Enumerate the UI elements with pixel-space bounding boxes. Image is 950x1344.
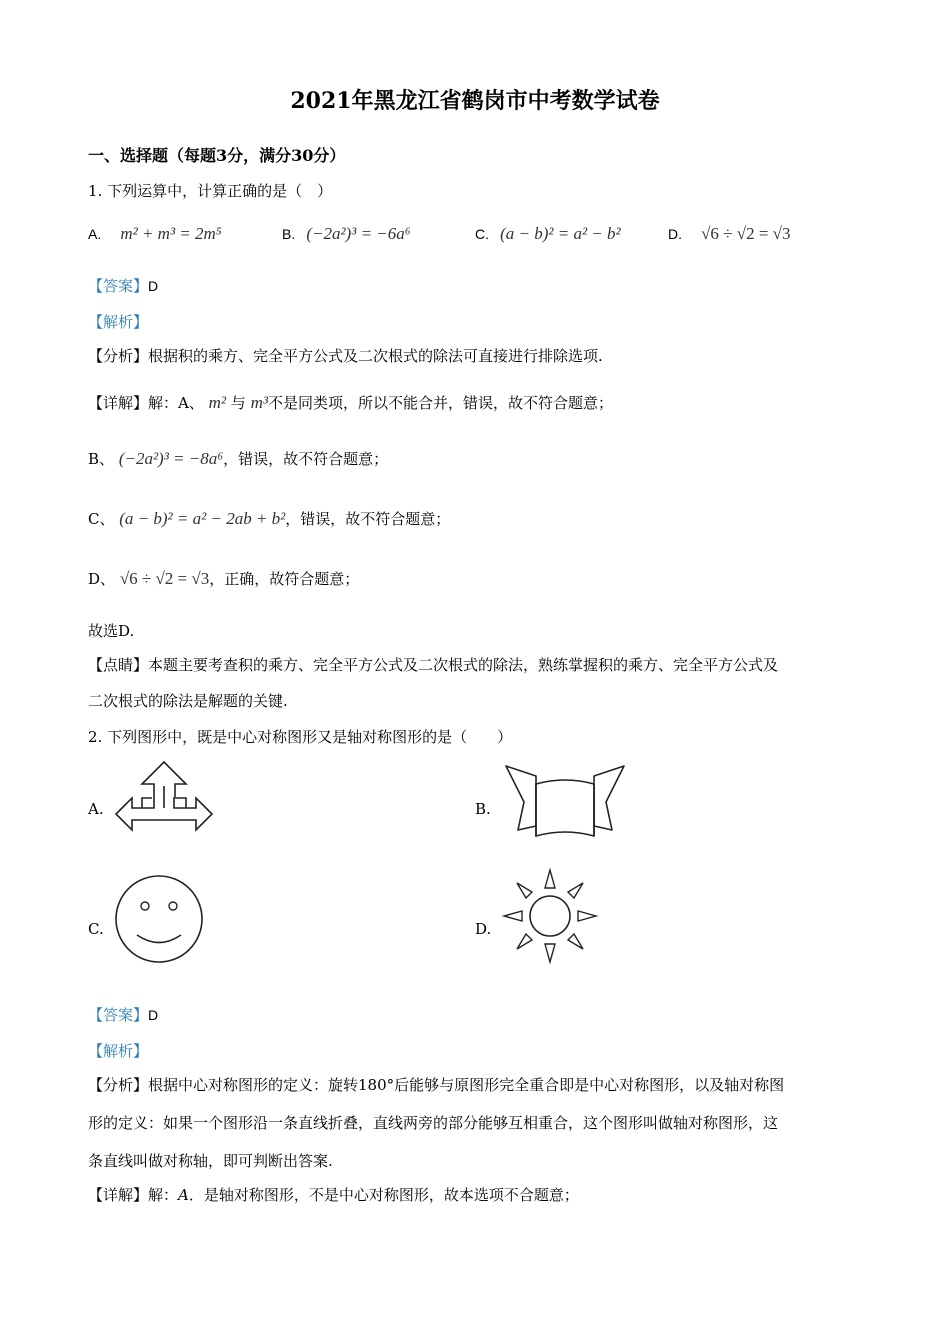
- q1-option-b: [282, 224, 411, 244]
- q1-step-d-post: ，正确，故符合题意；: [209, 570, 360, 588]
- section-heading: 一、选择题（每题3分，满分30分）: [88, 146, 346, 165]
- q1-step-d-pre: D、: [88, 570, 116, 588]
- q1-xiangjie-pre: 解：A、: [148, 394, 204, 412]
- q1-xiangjie-tag: 【详解】: [88, 394, 149, 412]
- figure-c-smiley-icon: [112, 872, 206, 966]
- q2-fenxi-line2: 形的定义：如果一个图形沿一条直线折叠，直线两旁的部分能够互相重合，这个图形叫做轴对称图形，这: [88, 1114, 779, 1132]
- q1-xiangjie-m2: m³: [250, 393, 268, 412]
- figure-b-ribbon-icon: [500, 762, 630, 844]
- q2-option-d-label: D.: [475, 920, 492, 938]
- q1-dianjing: [88, 654, 778, 675]
- q1-xiangjie: [88, 392, 613, 413]
- figure-a-arrow-icon: [112, 758, 216, 848]
- q2-xiangjie-pre: 解：: [148, 1186, 179, 1204]
- page-title: 2021年黑龙江省鹤岗市中考数学试卷: [290, 88, 660, 114]
- q2-answer: [88, 1004, 158, 1025]
- q1-step-b: [88, 448, 388, 469]
- q1-step-b-post: ，错误，故不符合题意；: [223, 450, 389, 468]
- q1-xiangjie-mid: 与: [230, 394, 246, 412]
- q1-option-c: [475, 224, 621, 244]
- q2-fenxi-line1: 根据中心对称图形的定义：旋转180°后能够与原图形完全重合即是中心对称图形，以及轴对称图: [148, 1076, 785, 1094]
- q2-xiangjie: [88, 1184, 579, 1205]
- q2-analysis-tag: 【解析】: [88, 1042, 149, 1060]
- q1-step-d-expr: √6 ÷ √2 = √3: [119, 569, 210, 588]
- q2-fenxi-tag: 【分析】: [88, 1076, 149, 1094]
- q1-fenxi-tag: 【分析】: [88, 347, 149, 365]
- q1-step-c-expr: (a − b)² = a² − 2ab + b²: [119, 509, 286, 528]
- q1-option-b-expr: (−2a²)³ = −6a⁶: [306, 224, 411, 243]
- q2-answer-value: D: [148, 1007, 159, 1023]
- q1-conclusion: 故选D.: [88, 622, 135, 640]
- q1-answer: [88, 275, 158, 296]
- q1-option-a: [88, 224, 222, 244]
- figure-d-sun-icon: [502, 868, 598, 964]
- q1-option-a-expr: m² + m³ = 2m⁵: [120, 224, 222, 243]
- q1-fenxi-text: 根据积的乘方、完全平方公式及二次根式的除法可直接进行排除选项.: [148, 347, 603, 365]
- q1-option-d-label: D.: [668, 226, 682, 242]
- q1-option-c-expr: (a − b)² = a² − b²: [500, 224, 621, 243]
- q2-xiangjie-a: A: [178, 1186, 189, 1204]
- q1-option-d: [668, 224, 791, 244]
- q1-answer-value: D: [148, 278, 159, 294]
- q2-fenxi: [88, 1074, 784, 1095]
- q1-dianjing-line1: 本题主要考查积的乘方、完全平方公式及二次根式的除法，熟练掌握积的乘方、完全平方公式及: [148, 656, 779, 674]
- q1-option-c-label: C.: [475, 226, 489, 242]
- q1-dianjing-line2: 二次根式的除法是解题的关键.: [88, 692, 288, 710]
- q2-option-b-label: B.: [475, 800, 491, 818]
- q1-stem: 1. 下列运算中，计算正确的是（ ）: [88, 182, 333, 200]
- q2-answer-tag: 【答案】: [88, 1006, 149, 1024]
- q1-option-a-label: A.: [88, 226, 102, 242]
- q1-step-c-pre: C、: [88, 510, 115, 528]
- q2-fenxi-line3: 条直线叫做对称轴，即可判断出答案.: [88, 1152, 333, 1170]
- q1-answer-tag: 【答案】: [88, 277, 149, 295]
- q1-analysis-tag: 【解析】: [88, 313, 149, 331]
- q1-fenxi: [88, 345, 603, 366]
- q1-xiangjie-m1: m²: [208, 393, 227, 412]
- q1-step-b-expr: (−2a²)³ = −8a⁶: [118, 449, 224, 468]
- q1-step-c: [88, 508, 450, 529]
- q1-step-c-post: ，错误，故不符合题意；: [285, 510, 451, 528]
- q2-xiangjie-tag: 【详解】: [88, 1186, 149, 1204]
- q2-xiangjie-post: ．是轴对称图形，不是中心对称图形，故本选项不合题意；: [188, 1186, 579, 1204]
- q1-xiangjie-post: 不是同类项，所以不能合并，错误，故不符合题意；: [267, 394, 613, 412]
- q1-option-b-label: B.: [282, 226, 296, 242]
- q2-stem: 2. 下列图形中，既是中心对称图形又是轴对称图形的是（ ）: [88, 728, 513, 746]
- q1-dianjing-tag: 【点睛】: [88, 656, 149, 674]
- q1-option-d-expr: √6 ÷ √2 = √3: [701, 224, 791, 243]
- q1-step-d: [88, 568, 359, 589]
- q2-option-c-label: C.: [88, 920, 104, 938]
- q2-option-a-label: A.: [88, 800, 104, 818]
- q1-step-b-pre: B、: [88, 450, 115, 468]
